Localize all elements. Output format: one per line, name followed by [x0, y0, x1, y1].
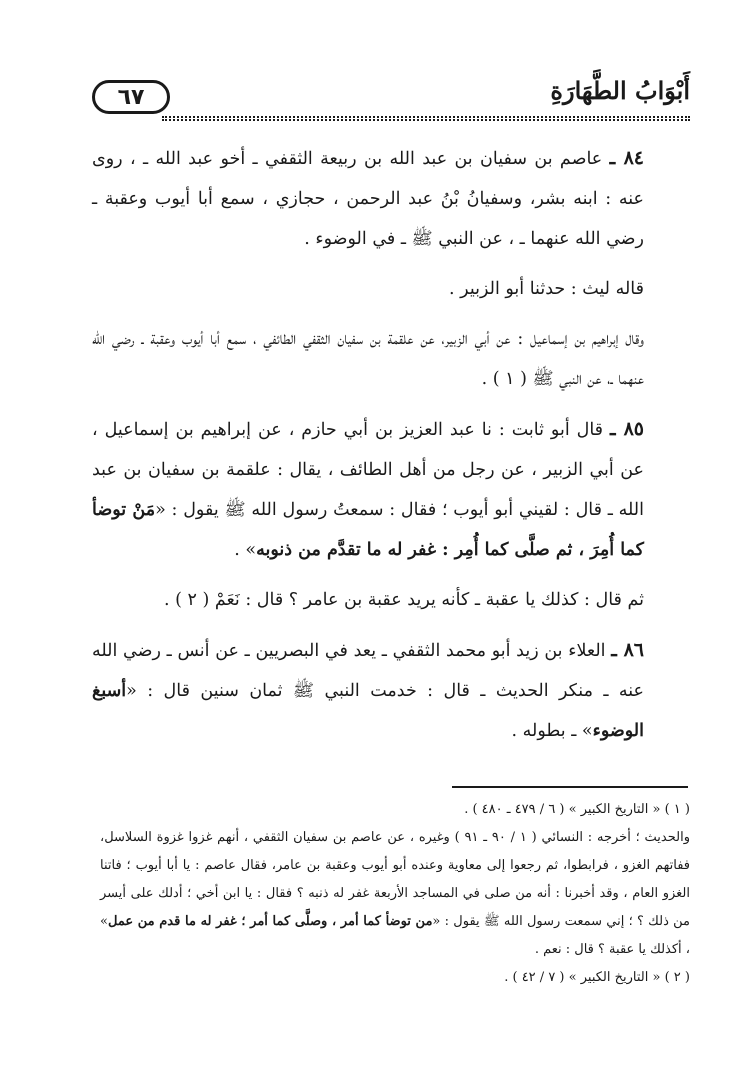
entry-text: عاصم بن سفيان بن عبد الله بن ربيعة الثقفي ـ أخو عبد الله ـ ، روى عنه : ابنه بشر، وسفيانُ بْنُ عبد الرحمن ، حجازي ، سمع أبا أيوب وعقبة ـ رضي الله عنهما ـ ، عن النبي ﷺ ـ في الوضوء .: [92, 149, 644, 249]
footnote-hadith: من توضأ كما أمر ، وصلَّى كما أمر ؛ غفر له ما قدم من عمل: [107, 914, 433, 929]
header-divider: [162, 116, 690, 121]
footnote-1-title: ( ١ ) « التاريخ الكبير » ( ٦ / ٤٧٩ ـ ٤٨٠ ) .: [464, 802, 690, 817]
footnotes: [100, 796, 690, 992]
entry-84: [92, 138, 692, 259]
entry-84-chain: وقال إبراهيم بن إسماعيل : عن أبي الزبير، عن علقمة بن سفيان الثقفي الطائفي ، سمع أبا أيوب وعقبة ـ رضي الله عنهما ـ، عن النبي ﷺ ( ١ ) .: [92, 329, 644, 389]
page-header: [92, 76, 690, 124]
main-text: [92, 138, 692, 761]
entry-text-end: » .: [234, 540, 257, 560]
footnote-2: ( ٢ ) « التاريخ الكبير » ( ٧ / ٤٢ ) .: [504, 970, 690, 985]
entry-text: العلاء بن زيد أبو محمد الثقفي ـ يعد في البصريين ـ عن أنس ـ رضي الله عنه ـ منكر الحديث ـ قال : خدمت النبي ﷺ ثمان سنين قال : «: [92, 641, 644, 701]
footnote-text: والحديث ؛ أخرجه : النسائي ( ١ / ٩٠ ـ ٩١ ) وغيره ، عن عاصم بن سفيان الثقفي ، أنهم غزوا غزوة السلاسل، ففاتهم الغزو ، فرابطوا، ثم رجعوا إلى معاوية وعنده أبو أيوب وعقبة بن عامر، فقال عاصم : يا أبا أيوب ؛ فاتنا الغزو العام ، وقد أخبرنا : أنه من صلى في المساجد الأربعة غفر له ذنبه ؟ فقال : يا ابن أخي ؛ أدلك على أيسر من ذلك ؟ ؛ إني سمعت رسول الله ﷺ يقول : «: [100, 830, 690, 929]
hadith-text: مَنْ توضأ كما أُمِرَ ، ثم صلَّى كما أُمِر : غفر له ما تقدَّم من ذنوبه: [92, 500, 644, 560]
entry-number: ٨٥ ـ: [610, 418, 644, 440]
hadith-text: أسبغ الوضوء: [92, 681, 644, 741]
page-number: ٦٧: [92, 80, 170, 114]
footnote-divider: [452, 786, 688, 788]
entry-number: ٨٤ ـ: [609, 147, 644, 169]
entry-text: قال أبو ثابت : نا عبد العزيز بن أبي حازم ، عن إبراهيم بن إسماعيل ، عن أبي الزبير ، عن رجل من أهل الطائف ، يقال : علقمة بن سفيان بن عبد الله ـ قال : لقيني أبو أيوب ؛ فقال : سمعتُ رسول الله ﷺ يقول : «: [92, 420, 644, 520]
footnote-1-body: [100, 824, 690, 964]
entry-number: ٨٦ ـ: [611, 639, 644, 661]
footnote-text-end: » ، أكذلك يا عقبة ؟ قال : نعم .: [100, 914, 690, 957]
entry-84-narration: قاله ليث : حدثنا أبو الزبير .: [449, 279, 644, 299]
entry-86: [92, 630, 692, 751]
running-title: أَبْوَابُ الطَّهَارَةِ: [550, 76, 690, 105]
entry-85-followup: ثم قال : كذلك يا عقبة ـ كأنه يريد عقبة بن عامر ؟ قال : نَعَمْ ( ٢ ) .: [163, 590, 644, 610]
entry-85: [92, 409, 692, 570]
entry-text-end: » ـ بطوله .: [511, 721, 593, 741]
